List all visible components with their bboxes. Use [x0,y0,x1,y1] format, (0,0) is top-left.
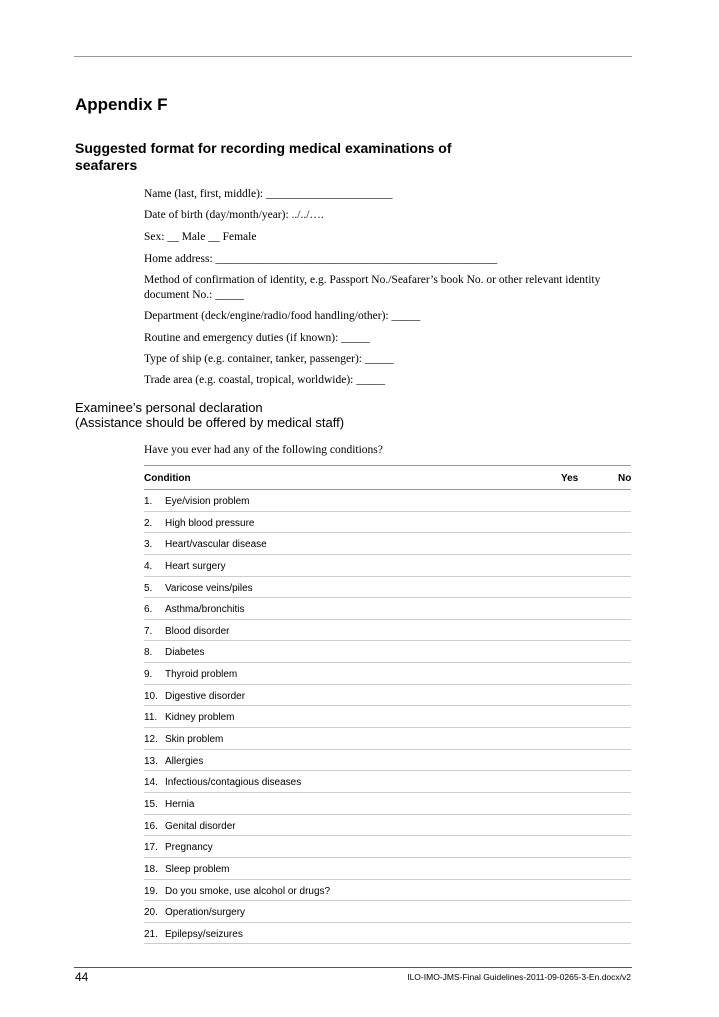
row-condition: Epilepsy/seizures [165,928,243,940]
table-row [144,901,631,923]
page-number: 44 [75,970,89,984]
row-condition: Do you smoke, use alcohol or drugs? [165,885,331,897]
row-number: 8. [144,647,153,659]
table-body [144,490,631,944]
row-number: 13. [144,755,158,767]
field-home-address: Home address: _________________________________________________ [144,253,498,265]
section-subtitle: Suggested format for recording medical examinations of seafarers [75,140,452,173]
header-no: No [618,473,632,484]
row-number: 4. [144,560,153,572]
row-number: 17. [144,842,158,854]
row-condition: Skin problem [165,734,224,746]
conditions-question: Have you ever had any of the following conditions? [144,444,383,456]
table-row [144,706,631,728]
field-trade-area: Trade area (e.g. coastal, tropical, worldwide): _____ [144,374,385,386]
table-header [144,466,631,490]
table-row [144,620,631,642]
row-number: 11. [144,712,158,724]
row-condition: Eye/vision problem [165,496,250,507]
row-condition: Pregnancy [165,842,213,854]
table-row [144,685,631,707]
declaration-title: Examinee’s personal declaration [75,400,263,415]
row-number: 19. [144,885,158,897]
row-condition: Allergies [165,755,204,767]
table-row [144,641,631,663]
row-condition: Sleep problem [165,863,230,875]
row-number: 16. [144,820,158,832]
table-row [144,598,631,620]
declaration-heading [75,400,475,430]
header-yes: Yes [561,473,579,484]
row-condition: High blood pressure [165,517,255,529]
row-condition: Kidney problem [165,712,235,724]
header-condition: Condition [144,473,191,484]
row-number: 2. [144,517,153,529]
page-title: Appendix F [75,95,168,114]
field-department: Department (deck/engine/radio/food handling/other): _____ [144,310,421,322]
row-number: 5. [144,582,153,594]
row-number: 14. [144,777,158,789]
document-reference: ILO-IMO-JMS-Final Guidelines-2011-09-0265-3-En.docx/v2 [407,972,631,982]
row-number: 15. [144,798,158,810]
table-row [144,750,631,772]
table-row [144,771,631,793]
field-sex: Sex: __ Male __ Female [144,231,257,243]
row-condition: Varicose veins/piles [165,582,253,594]
table-row [144,880,631,902]
row-condition: Heart surgery [165,560,226,572]
row-number: 18. [144,863,158,875]
field-duties: Routine and emergency duties (if known): _____ [144,332,370,344]
table-row [144,836,631,858]
footer-rule [74,967,632,968]
table-row [144,577,631,599]
row-condition: Hernia [165,798,195,810]
row-number: 3. [144,539,153,551]
table-row [144,533,631,555]
row-number: 1. [144,496,153,507]
row-number: 12. [144,734,158,746]
table-row [144,923,631,945]
row-condition: Asthma/bronchitis [165,604,245,616]
table-row [144,555,631,577]
row-condition: Digestive disorder [165,690,246,702]
field-date-of-birth: Date of birth (day/month/year): ../../…. [144,209,324,221]
row-number: 6. [144,604,153,616]
row-number: 20. [144,907,158,919]
field-ship-type: Type of ship (e.g. container, tanker, passenger): _____ [144,353,394,365]
header-rule [74,56,632,57]
row-condition: Blood disorder [165,625,230,637]
row-condition: Thyroid problem [165,669,238,681]
table-row [144,858,631,880]
row-condition: Genital disorder [165,820,236,832]
field-name: Name (last, first, middle): ______________________ [144,188,393,200]
row-condition: Heart/vascular disease [165,539,267,551]
row-condition: Diabetes [165,647,205,659]
table-row [144,663,631,685]
table-row [144,490,631,512]
field-identity-confirmation: Method of confirmation of identity, e.g. Passport No./Seafarer’s book No. or other relevant identity document No.: _____ [144,274,601,301]
conditions-table [144,465,631,944]
row-condition: Infectious/contagious diseases [165,777,302,789]
row-number: 7. [144,625,153,637]
table-row [144,512,631,534]
table-row [144,815,631,837]
row-number: 9. [144,669,153,681]
row-condition: Operation/surgery [165,907,246,919]
declaration-note: (Assistance should be offered by medical staff) [75,415,345,430]
table-row [144,793,631,815]
row-number: 21. [144,928,158,940]
table-row [144,728,631,750]
row-number: 10. [144,690,158,702]
